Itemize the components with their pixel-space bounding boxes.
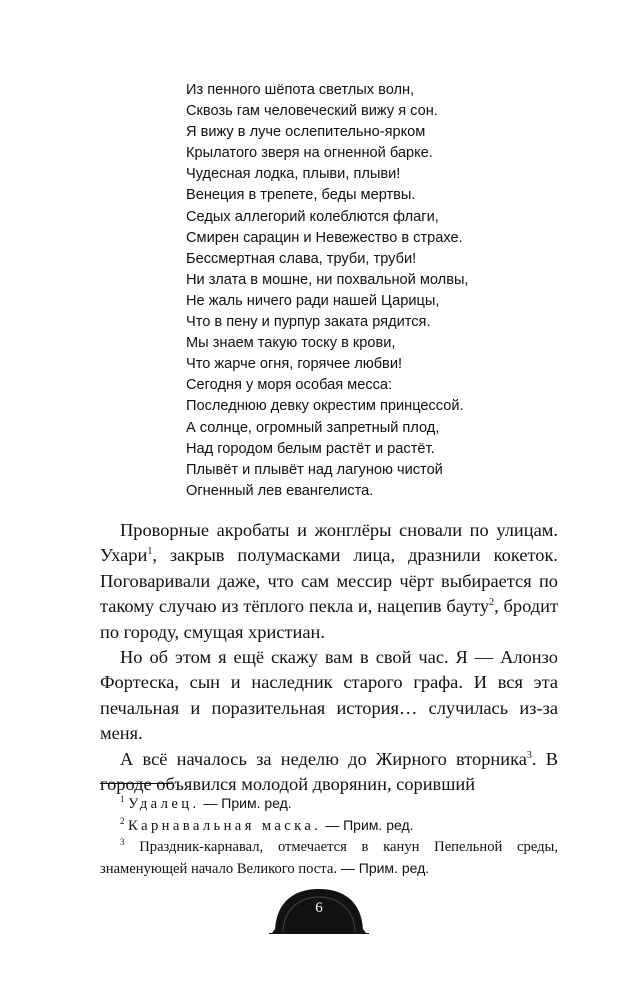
poem-line: Сегодня у моря особая месса:: [186, 377, 393, 394]
page-number: 6: [315, 900, 323, 916]
paragraph-text: Проворные акробаты и жонглёры сновали по улицам. Ухари: [100, 520, 558, 566]
poem-line: Смирен сарацин и Невежество в страхе.: [186, 229, 463, 246]
footnote-number: 2: [120, 816, 125, 826]
poem-line: Последнюю девку окрестим принцессой.: [186, 398, 464, 415]
footnotes: [100, 793, 558, 880]
poem-line: Из пенного шёпота светлых волн,: [186, 82, 415, 98]
poem-line: Огненный лев евангелиста.: [186, 482, 374, 499]
footnote-1: [100, 793, 558, 815]
paragraph-text: А всё началось за неделю до Жирного вторника: [120, 748, 527, 769]
footnote-term: Удалец.: [128, 796, 200, 812]
poem-line: Сквозь гам человеческий вижу я сон.: [186, 103, 438, 120]
poem-line: Над городом белым растёт и растёт.: [186, 440, 435, 457]
poem-line: Седых аллегорий колеблются флаги,: [186, 208, 439, 225]
poem: [186, 80, 566, 502]
poem-line: Бессмертная слава, труби, труби!: [186, 250, 417, 267]
footnote-number: 3: [120, 837, 125, 847]
poem-line: Ни злата в мошне, ни похвальной молвы,: [186, 271, 469, 288]
footnote-note: — Прим. ред.: [199, 795, 292, 811]
poem-line: Я вижу в луче ослепительно-ярком: [186, 124, 426, 141]
poem-line: Венеция в трепете, беды мертвы.: [186, 187, 416, 204]
poem-line: Крылатого зверя на огненной барке.: [186, 145, 433, 162]
poem-line: Мы знаем такую тоску в крови,: [186, 335, 396, 352]
paragraph-text: , бродит по городу, смущая христиан.: [100, 596, 559, 642]
poem-line: Что жарче огня, горячее любви!: [186, 356, 403, 373]
footnote-ref: 2: [489, 597, 495, 609]
paragraph-1: [100, 518, 558, 645]
paragraph-text: , закрыв полумасками лица, дразнили кокеток. Поговаривали даже, что сам мессир чёрт выбирается по такому случаю из тёплого пекла и, нацепив бауту: [100, 545, 558, 617]
footnote-2: [100, 815, 558, 837]
footnote-term: Карнавальная маска.: [128, 818, 322, 834]
poem-line: Чудесная лодка, плыви, плыви!: [186, 166, 401, 183]
footnote-text: Праздник-карнавал, отмечается в канун Пепельной среды, знаменующей начало Великого поста.: [100, 839, 558, 877]
footnote-3: [100, 837, 558, 880]
poem-line: Плывёт и плывёт над лагуною чистой: [186, 461, 443, 478]
poem-line: А солнце, огромный запретный плод,: [186, 419, 440, 436]
paragraph-2: Но об этом я ещё скажу вам в свой час. Я — Алонзо Фортеска, сын и наследник старого графа. И вся эта печальная и поразительная история… случилась из-за меня.: [100, 647, 558, 744]
footnote-note: — Прим. ред.: [321, 817, 414, 833]
prose-body: [100, 518, 558, 797]
poem-line: Что в пену и пурпур заката рядится.: [186, 314, 431, 331]
footnote-divider: [100, 783, 172, 784]
paragraph-3: [100, 747, 558, 798]
poem-line: Не жаль ничего ради нашей Царицы,: [186, 292, 440, 309]
footnote-number: 1: [120, 794, 125, 804]
paragraph-text: . В городе объявился молодой дворянин, соривший: [100, 748, 558, 795]
footnote-note: — Прим. ред.: [336, 860, 430, 876]
footnote-ref: 3: [526, 749, 532, 761]
footnote-ref: 1: [147, 546, 153, 558]
